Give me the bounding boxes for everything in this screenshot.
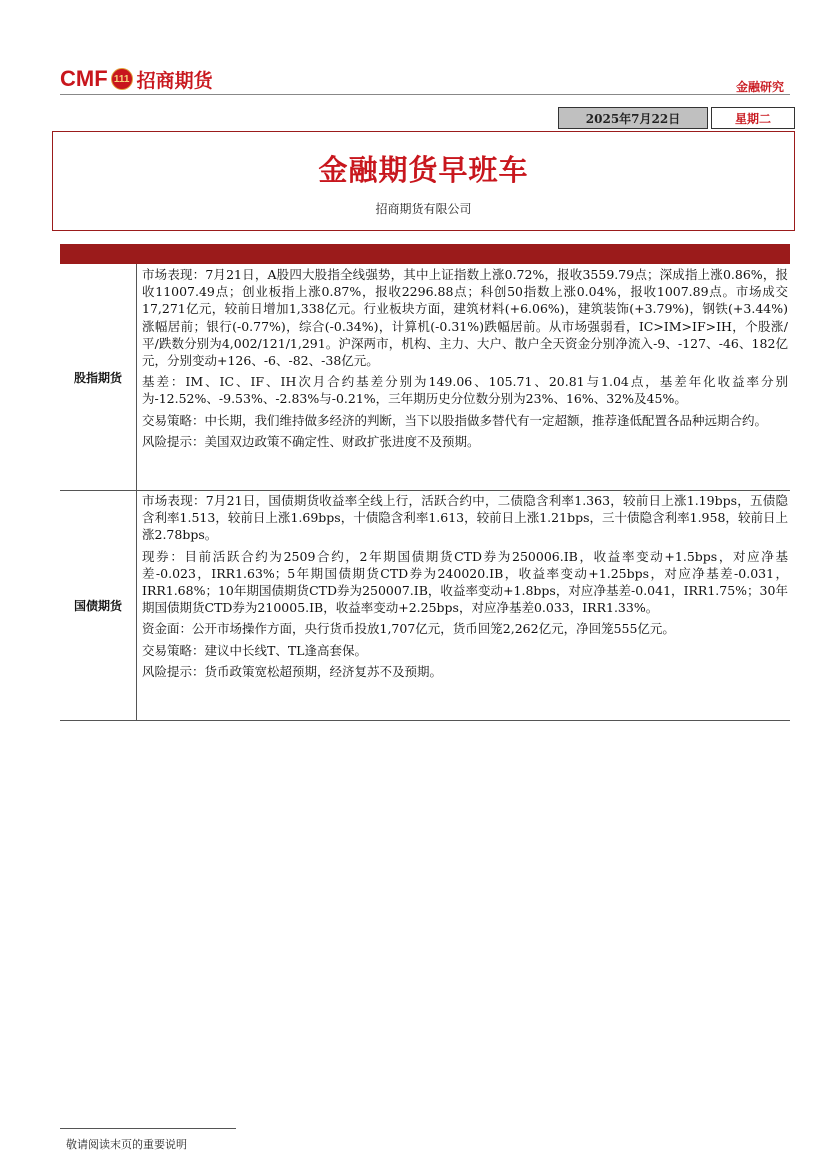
- company-name: 招商期货有限公司: [375, 202, 472, 216]
- report-weekday: 星期二: [711, 107, 795, 129]
- section-label: 股指期货: [60, 264, 137, 490]
- logo-badge-icon: 111: [111, 68, 133, 90]
- section-label: 国债期货: [60, 490, 137, 720]
- section-stock-index-futures: [60, 264, 790, 491]
- logo-en: CMF: [60, 66, 108, 91]
- company-logo: [60, 64, 213, 94]
- report-date: 2025年7月22日: [558, 107, 708, 129]
- paragraph-bonds: 现券：目前活跃合约为2509合约，2年期国债期货CTD券为250006.IB，收益率变动+1.5bps，对应净基差-0.023，IRR1.63%；5年期国债期货CTD券为240020.IB，收益率变动+1.25bps，对应净基差-0.031，IRR1.68%；10年期国债期货CTD券为250007.IB，收益率变动+1.8bps，对应净基差-0.041，IRR1.75%；30年期国债期货CTD券为210005.IB，收益率变动+2.25bps，对应净基差0.033，IRR1.33%。: [142, 548, 788, 616]
- table-header-bar: [60, 244, 790, 264]
- paragraph-strategy: 交易策略：建议中长线T、TL逢高套保。: [142, 642, 367, 658]
- paragraph-liquidity: 资金面：公开市场操作方面，央行货币投放1,707亿元，货币回笼2,262亿元，净回笼555亿元。: [142, 621, 675, 637]
- section-content: [142, 492, 788, 684]
- section-content: [142, 266, 788, 454]
- page-title: 金融期货早班车: [318, 153, 529, 187]
- report-category: 金融研究: [735, 80, 784, 94]
- paragraph-risk: 风险提示：美国双边政策不确定性、财政扩张进度不及预期。: [142, 433, 480, 449]
- paragraph-strategy: 交易策略：中长期，我们维持做多经济的判断，当下以股指做多替代有一定超额，推荐逢低配置各品种远期合约。: [142, 412, 768, 428]
- title-box: [52, 131, 795, 231]
- footer-divider: [60, 1128, 236, 1129]
- header-divider: [60, 94, 790, 95]
- paragraph-market: 市场表现：7月21日，国债期货收益率全线上行，活跃合约中，二债隐含利率1.363，较前日上涨1.19bps，五债隐含利率1.513，较前日上涨1.69bps，十债隐含利率1.613，较前日上涨1.21bps，三十债隐含利率1.958，较前日上涨2.78bps。: [142, 493, 788, 543]
- paragraph-basis: 基差：IM、IC、IF、IH次月合约基差分别为149.06、105.71、20.81与1.04点，基差年化收益率分别为-12.52%、-9.53%、-2.83%与-0.21%，三年期历史分位数分别为23%、16%、32%及45%。: [142, 374, 788, 407]
- paragraph-risk: 风险提示：货币政策宽松超预期，经济复苏不及预期。: [142, 663, 443, 679]
- paragraph-market: 市场表现：7月21日，A股四大股指全线强势，其中上证指数上涨0.72%，报收3559.79点；深成指上涨0.86%，报收11007.49点；创业板指上涨0.87%，报收2296.88点；科创50指数上涨0.04%，报收1007.89点。市场成交17,271亿元，较前日增加1,338亿元。行业板块方面，建筑材料(+6.06%)，建筑装饰(+3.79%)，钢铁(+3.44%)涨幅居前；银行(-0.77%)，综合(-0.34%)，计算机(-0.31%)跌幅居前。从市场强弱看，IC>IM>IF>IH，个股涨/平/跌数分别为4,002/121/1,291。沪深两市，机构、主力、大户、散户全天资金分别净流入-9、-127、-46、182亿元，分别变动+126、-6、-82、-38亿元。: [142, 267, 788, 369]
- logo-cn: 招商期货: [136, 69, 213, 92]
- footer-note: 敬请阅读末页的重要说明: [66, 1138, 187, 1151]
- section-treasury-futures: [60, 490, 790, 721]
